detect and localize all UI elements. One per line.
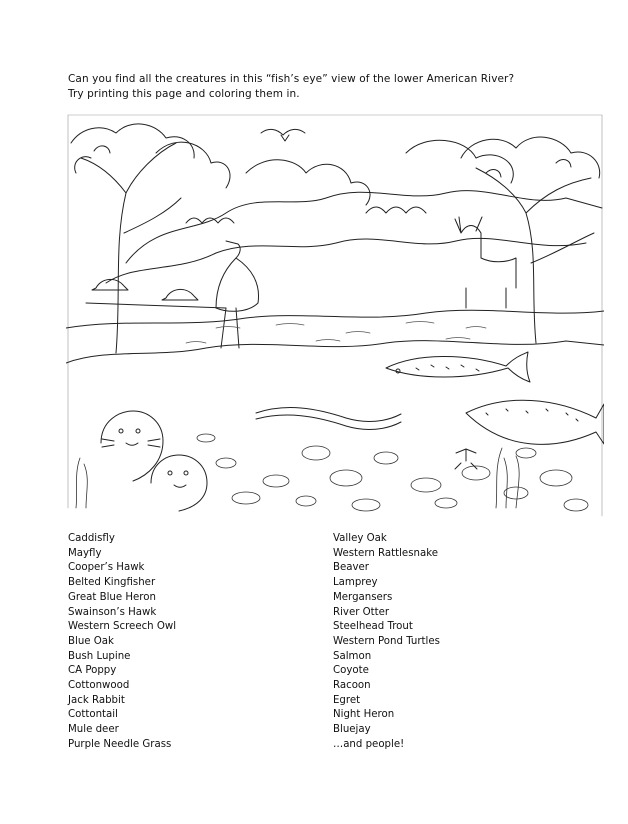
intro-line-2: Try printing this page and coloring them in. (68, 88, 300, 100)
salmon-fish (386, 352, 530, 382)
list-item: Jack Rabbit (68, 694, 125, 706)
list-item: Blue Oak (68, 635, 114, 647)
list-item: Cottontail (68, 709, 118, 721)
list-item: Purple Needle Grass (68, 738, 172, 750)
list-item: Lamprey (333, 577, 378, 589)
creature-list-left (68, 532, 176, 753)
cottonwood-tree (71, 124, 194, 353)
list-item: Egret (333, 694, 361, 706)
list-item: Beaver (333, 562, 369, 574)
list-item: Steelhead Trout (333, 621, 413, 633)
list-item: Belted Kingfisher (68, 577, 156, 589)
list-item: Coyote (333, 665, 369, 677)
list-item: Caddisfly (68, 533, 115, 544)
water-ripples (186, 322, 486, 344)
caddisfly-insect (455, 449, 477, 469)
creature-list-right (333, 532, 440, 753)
list-item: Swainson’s Hawk (68, 606, 157, 618)
list-item: River Otter (333, 606, 390, 618)
list-item: Cottonwood (68, 680, 130, 692)
list-item: Mayfly (68, 547, 102, 559)
beaver (151, 455, 207, 511)
list-item: Valley Oak (333, 533, 387, 544)
list-item: Bush Lupine (68, 650, 131, 662)
list-item: Racoon (333, 680, 371, 692)
list-item: Bluejay (333, 724, 371, 736)
river-coloring-illustration (66, 113, 604, 518)
heron-figure (216, 241, 259, 348)
intro-text (68, 72, 588, 102)
hawk-in-sky (261, 129, 305, 141)
lamprey-fish (256, 408, 401, 430)
intro-line-1: Can you find all the creatures in this “fish’s eye” view of the lower American River? (68, 73, 515, 85)
list-item: Western Pond Turtles (333, 635, 440, 647)
list-item: Western Screech Owl (68, 621, 177, 633)
list-item: Mergansers (333, 591, 393, 603)
list-item: Salmon (333, 650, 372, 662)
riverbank (66, 310, 604, 363)
deer-figure (455, 217, 516, 308)
pond-turtles (86, 279, 226, 308)
list-item: …and people! (333, 738, 405, 750)
list-item: Night Heron (333, 709, 395, 721)
list-item: Mule deer (68, 724, 119, 736)
steelhead-trout (466, 400, 604, 444)
list-item: Western Rattlesnake (333, 547, 439, 559)
list-item: CA Poppy (68, 665, 117, 677)
riverbed-pebbles (197, 434, 588, 511)
list-item: Great Blue Heron (68, 591, 156, 603)
list-item: Cooper’s Hawk (68, 562, 145, 574)
